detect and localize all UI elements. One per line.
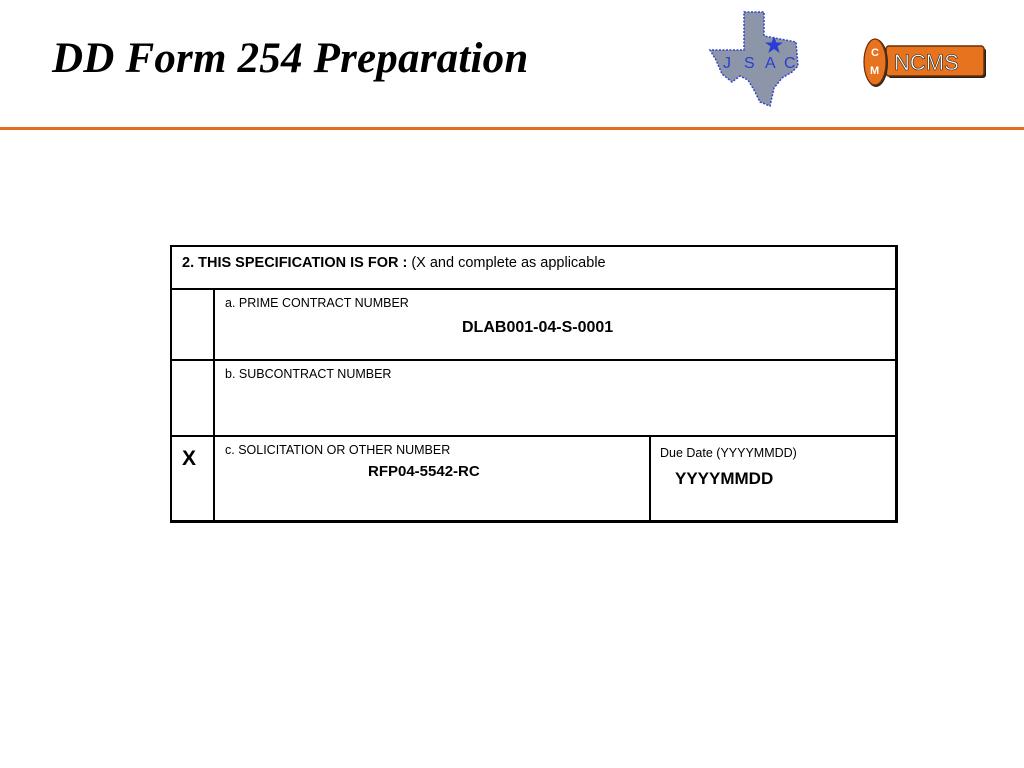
section-heading-bold: 2. THIS SPECIFICATION IS FOR : bbox=[182, 255, 408, 271]
jsac-letter-c: C bbox=[784, 55, 796, 72]
prime-contract-label: a. PRIME CONTRACT NUMBER bbox=[225, 296, 409, 310]
section-heading-note: (X and complete as applicable bbox=[411, 255, 606, 271]
dd254-section-2-table bbox=[170, 245, 898, 523]
solicitation-number[interactable]: RFP04-5542-RC bbox=[368, 463, 480, 480]
solicitation-row bbox=[172, 437, 895, 520]
slide-title: DD Form 254 Preparation bbox=[52, 35, 529, 82]
jsac-letter-a: A bbox=[765, 55, 776, 72]
prime-contract-row bbox=[172, 290, 895, 361]
due-date-divider bbox=[649, 437, 651, 520]
subcontract-label: b. SUBCONTRACT NUMBER bbox=[225, 367, 392, 381]
prime-contract-number[interactable]: DLAB001-04-S-0001 bbox=[462, 319, 614, 336]
header-divider bbox=[0, 127, 1024, 130]
subcontract-checkbox[interactable] bbox=[172, 361, 215, 435]
ncms-badge-m: M bbox=[870, 65, 880, 77]
solicitation-label: c. SOLICITATION OR OTHER NUMBER bbox=[225, 443, 451, 457]
ncms-badge-c: C bbox=[871, 47, 879, 59]
jsac-texas-logo bbox=[708, 10, 804, 108]
prime-contract-checkbox[interactable] bbox=[172, 290, 215, 359]
ncms-logo bbox=[862, 38, 990, 88]
subcontract-row bbox=[172, 361, 895, 437]
due-date-value[interactable]: YYYYMMDD bbox=[675, 469, 774, 488]
jsac-letter-s: S bbox=[744, 55, 755, 72]
jsac-letter-j: J bbox=[723, 55, 731, 72]
solicitation-check-mark: X bbox=[182, 447, 197, 470]
solicitation-checkbox[interactable] bbox=[172, 437, 215, 520]
section-heading bbox=[182, 255, 606, 271]
section-heading-row bbox=[172, 247, 895, 290]
ncms-text: NCMS bbox=[894, 50, 959, 75]
due-date-label: Due Date (YYYYMMDD) bbox=[660, 446, 797, 460]
